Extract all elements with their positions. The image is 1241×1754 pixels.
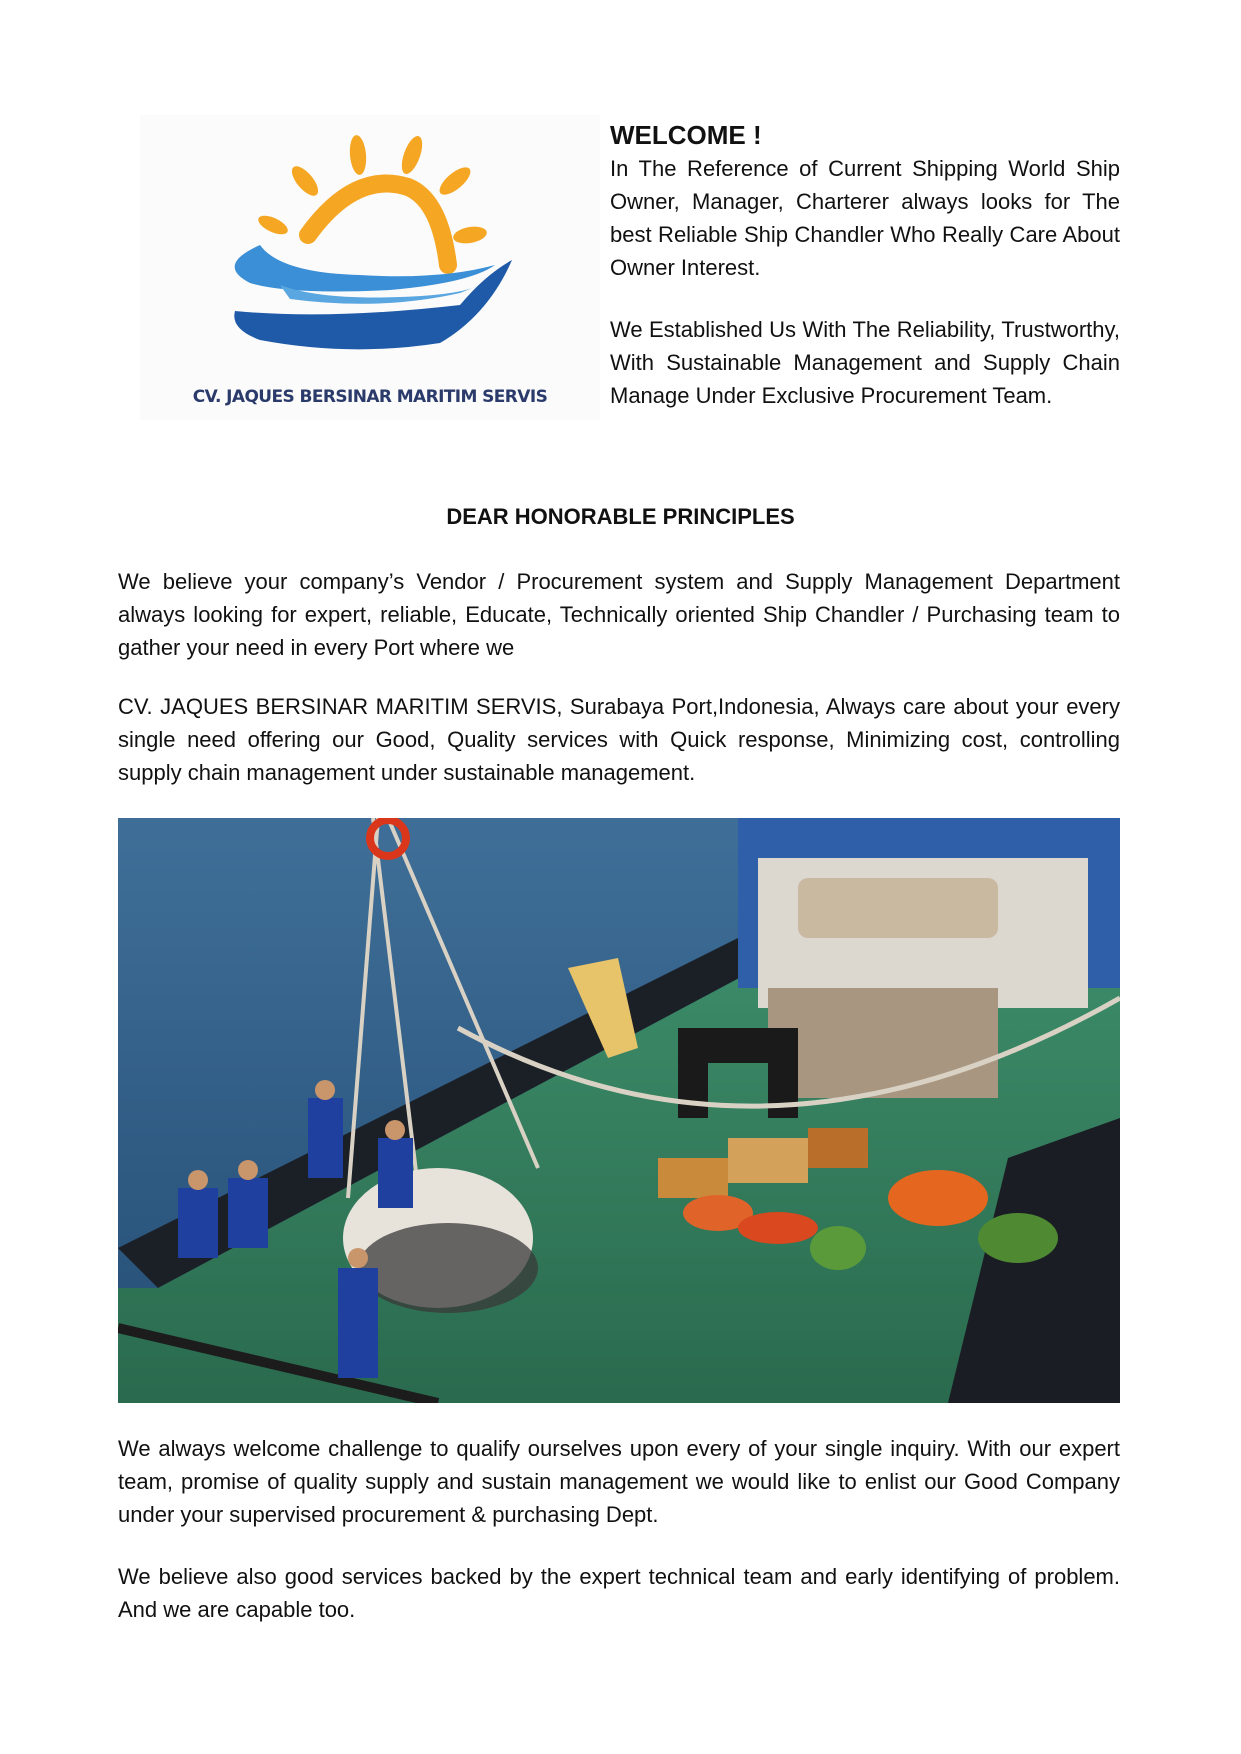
company-logo [140,115,600,420]
welcome-paragraph-1: In The Reference of Current Shipping World Ship Owner, Manager, Charterer always looks for The best Reliable Ship Chandler Who Really Care About Owner Interest. [610,156,1120,280]
welcome-title: WELCOME ! [610,120,762,150]
ship-supply-loading-image [118,818,1120,1403]
body-paragraph-2: CV. JAQUES BERSINAR MARITIM SERVIS, Surabaya Port,Indonesia, Always care about your every single need offering our Good, Quality services with Quick response, Minimizing cost, controlling supply chain management under sustainable management. [118,694,1120,785]
body-paragraph-1: We believe your company’s Vendor / Procurement system and Supply Management Department always looking for expert, reliable, Educate, Technically oriented Ship Chandler / Purchasing team to gather your need in every Port where we [118,569,1120,660]
body-paragraph-4: We believe also good services backed by the expert technical team and early identifying of problem. And we are capable too. [118,1564,1120,1622]
welcome-section [610,118,1120,412]
sun-ship-logo-icon [140,115,600,385]
ship-deck-photo [118,818,1120,1403]
body-paragraph-3: We always welcome challenge to qualify ourselves upon every of your single inquiry. With our expert team, promise of quality supply and sustain management we would like to enlist our Good Company under your supervised procurement & purchasing Dept. [118,1436,1120,1527]
welcome-paragraph-2: We Established Us With The Reliability, Trustworthy, With Sustainable Management and Supply Chain Manage Under Exclusive Procurement Team. [610,317,1120,408]
logo-company-name: CV. JAQUES BERSINAR MARITIM SERVIS [192,387,548,407]
section-heading: DEAR HONORABLE PRINCIPLES [446,504,795,529]
